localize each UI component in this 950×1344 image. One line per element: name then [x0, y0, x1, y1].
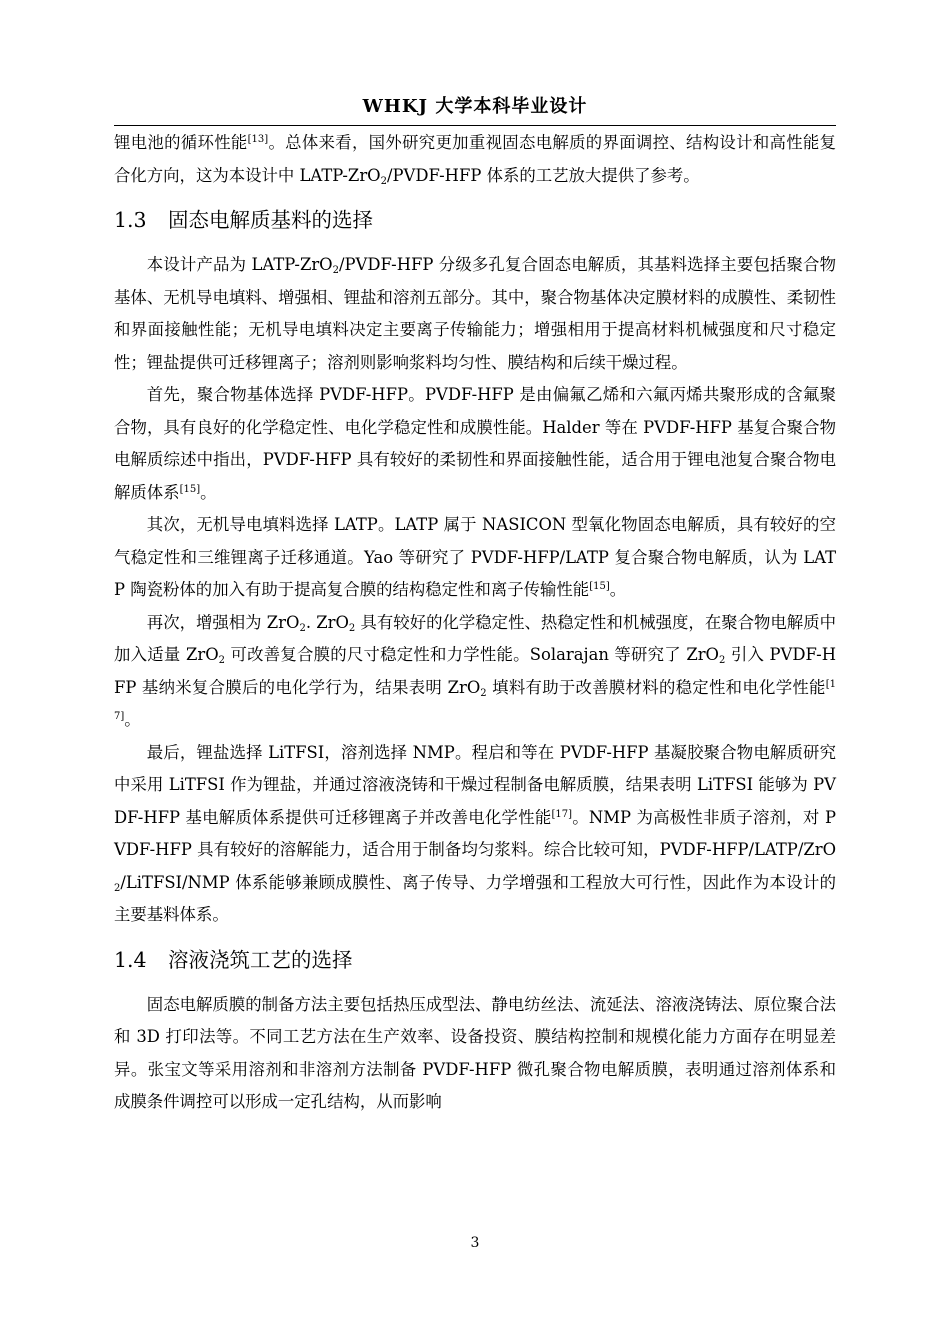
paragraph: 最后，锂盐选择 LiTFSI，溶剂选择 NMP。程启和等在 PVDF-HFP 基凝胶聚合物电解质研究中采用 LiTFSI 作为锂盐，并通过溶液浇铸和干燥过程制备电解质膜，结果表明 LiTFSI 能够为 PVDF-HFP 基电解质体系提供可迁移锂离子并改善电化学性能[17]。NMP 为高极性非质子溶剂，对 PVDF-HFP 具有较好的溶解能力，适合用于制备均匀浆料。综合比较可知，PVDF-HFP/LATP/ZrO$_2$/LiTFSI/NMP 体系能够兼顾成膜性、离子传导、力学增强和工程放大可行性，因此作为本设计的主要基料体系。 — [114, 742, 836, 924]
section-heading-1-4 — [114, 932, 836, 989]
page-header: WHKJ 大学本科毕业设计 — [362, 96, 588, 117]
section-title: 溶液浇筑工艺的选择 — [168, 947, 353, 972]
section-title: 固态电解质基料的选择 — [168, 208, 373, 232]
section-number: 1.4 — [114, 947, 147, 972]
page-number: 3 — [470, 1235, 480, 1251]
paragraph: 锂电池的循环性能[13]。总体来看，国外研究更加重视固态电解质的界面调控、结构设计和高性能复合化方向，这为本设计中 LATP-ZrO$_2$/PVDF-HFP 体系的工艺放大提供了参考。 — [114, 133, 837, 187]
paragraph: 再次，增强相为 ZrO$_2$. ZrO$_2$ 具有较好的化学稳定性、热稳定性和机械强度，在聚合物电解质中加入适量 ZrO$_2$ 可改善复合膜的尺寸稳定性和力学性能。Solarajan 等研究了 ZrO$_2$ 引入 PVDF-HFP 基纳米复合膜后的电化学行为，结果表明 ZrO$_2$ 填料有助于改善膜材料的稳定性和电化学性能[17]。 — [114, 612, 837, 729]
paragraph: 固态电解质膜的制备方法主要包括热压成型法、静电纺丝法、流延法、溶液浇铸法、原位聚合法和 3D 打印法等。不同工艺方法在生产效率、设备投资、膜结构控制和规模化能力方面存在明显差异。张宝文等采用溶剂和非溶剂方法制备 PVDF-HFP 微孔聚合物电解质膜，表明通过溶剂体系和成膜条件调控可以形成一定孔结构，从而影响 — [114, 994, 836, 1111]
header-rule — [114, 125, 836, 126]
section-heading-1-3 — [114, 192, 836, 249]
paragraph: 其次，无机导电填料选择 LATP。LATP 属于 NASICON 型氧化物固态电解质，具有较好的空气稳定性和三维锂离子迁移通道。Yao 等研究了 PVDF-HFP/LATP 复合聚合物电解质，认为 LATP 陶瓷粉体的加入有助于提高复合膜的结构稳定性和离子传输性能[15]。 — [114, 515, 836, 599]
section-number: 1.3 — [114, 208, 147, 232]
paragraph: 首先，聚合物基体选择 PVDF-HFP。PVDF-HFP 是由偏氟乙烯和六氟丙烯共聚形成的含氟聚合物，具有良好的化学稳定性、电化学稳定性和成膜性能。Halder 等在 PVDF-HFP 基复合聚合物电解质综述中指出，PVDF-HFP 具有较好的柔韧性和界面接触性能，适合用于锂电池复合聚合物电解质体系[15]。 — [114, 385, 836, 502]
document-body — [114, 127, 836, 1119]
paragraph: 本设计产品为 LATP-ZrO$_2$/PVDF-HFP 分级多孔复合固态电解质，其基料选择主要包括聚合物基体、无机导电填料、增强相、锂盐和溶剂五部分。其中，聚合物基体决定膜材料的成膜性、柔韧性和界面接触性能；无机导电填料决定主要离子传输能力；增强相用于提高材料机械强度和尺寸稳定性；锂盐提供可迁移锂离子；溶剂则影响浆料均匀性、膜结构和后续干燥过程。 — [114, 255, 836, 372]
